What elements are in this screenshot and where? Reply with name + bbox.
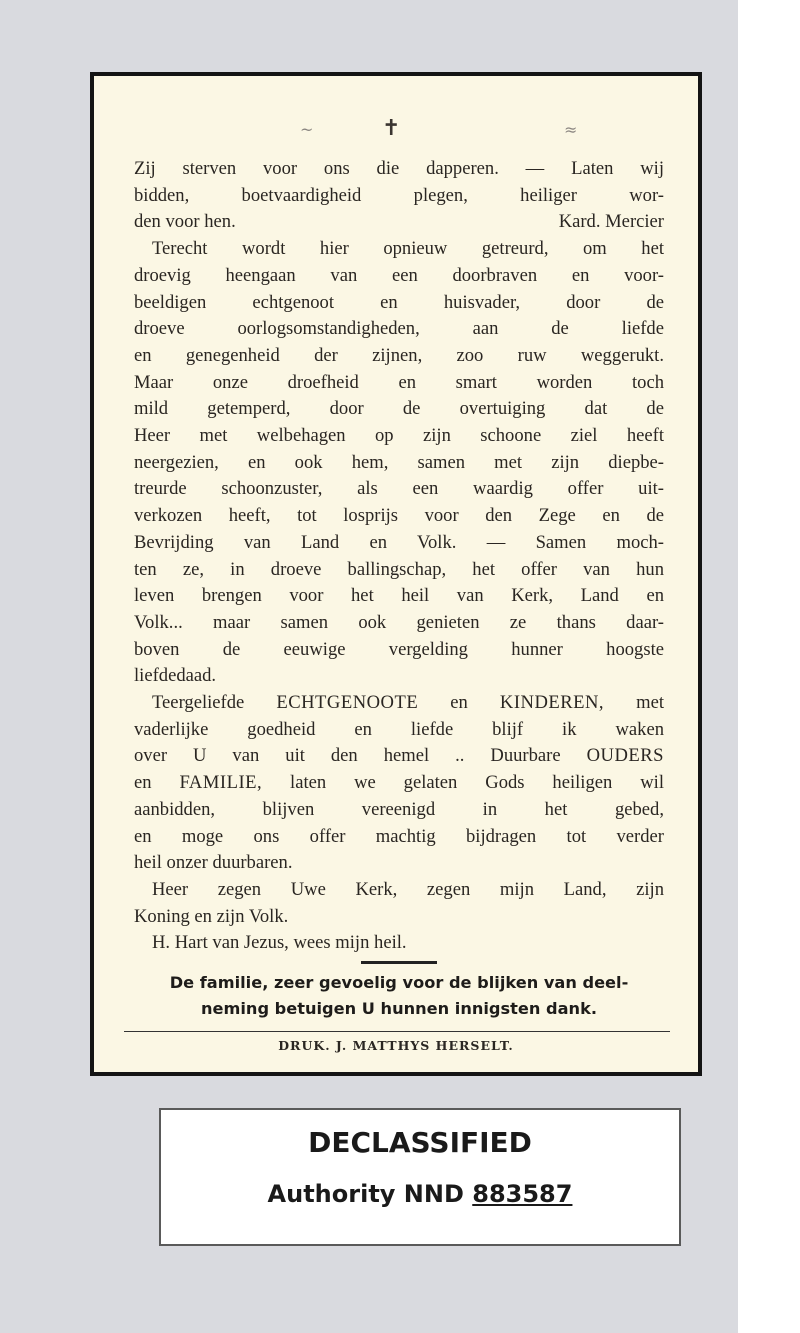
text-fragment: OUDERS bbox=[586, 745, 664, 767]
author-name: Kard. Mercier bbox=[558, 211, 664, 233]
text-line: H. Hart van Jezus, wees mijn heil. bbox=[152, 932, 407, 954]
text-line: mild getemperd, door de overtuiging dat de bbox=[134, 398, 664, 420]
text-line: aanbidden, blijven vereenigd in het gebed, bbox=[134, 798, 664, 820]
ink-smudge: ≈ bbox=[564, 120, 578, 139]
text-line: en moge ons offer machtig bijdragen tot verder bbox=[134, 825, 664, 847]
text-line: Bevrijding van Land en Volk. — Samen moch- bbox=[134, 531, 664, 553]
memorial-card bbox=[90, 72, 702, 1076]
card-text bbox=[134, 116, 664, 1022]
text-line: De familie, zeer gevoelig voor de blijken van deel- bbox=[169, 973, 629, 993]
text-fragment: KINDEREN, bbox=[499, 692, 605, 714]
text-line: neming betuigen U hunnen innigsten dank. bbox=[201, 999, 597, 1019]
text-line bbox=[134, 690, 664, 717]
declassified-stamp bbox=[159, 1108, 681, 1246]
thanks-note bbox=[134, 970, 664, 1022]
text-line: neergezien, en ook hem, samen met zijn diepbe- bbox=[134, 451, 664, 473]
text-line: droeve oorlogsomstandigheden, aan de liefde bbox=[134, 318, 664, 340]
text-line: vaderlijke goedheid en liefde blijf ik waken bbox=[134, 718, 664, 740]
text-line: Heer zegen Uwe Kerk, zegen mijn Land, zijn bbox=[152, 878, 664, 900]
text-fragment: ECHTGENOOTE bbox=[276, 692, 419, 714]
text-line: treurde schoonzuster, als een waardig offer uit- bbox=[134, 478, 664, 500]
text-line: Heer met welbehagen op zijn schoone ziel heeft bbox=[134, 425, 664, 447]
text-line: bidden, boetvaardigheid plegen, heiliger wor- bbox=[134, 184, 664, 206]
authority-number: 883587 bbox=[472, 1180, 573, 1208]
text-line: droevig heengaan van een doorbraven en voor- bbox=[134, 264, 664, 286]
text-fragment: en bbox=[134, 772, 152, 794]
text-line: liefdedaad. bbox=[134, 665, 217, 687]
text-line: heil onzer duurbaren. bbox=[134, 852, 293, 874]
text-fragment: over U van uit den hemel .. Duurbare bbox=[134, 745, 561, 767]
stamp-title: DECLASSIFIED bbox=[308, 1126, 532, 1159]
ink-smudge: ~ bbox=[300, 120, 314, 139]
text-fragment: laten we gelaten Gods heiligen wil bbox=[290, 772, 664, 794]
divider bbox=[124, 1031, 670, 1032]
text-fragment: met bbox=[636, 692, 665, 714]
printer-credit: DRUK. J. MATTHYS HERSELT. bbox=[278, 1038, 514, 1053]
divider bbox=[361, 961, 437, 964]
text-line: en genegenheid der zijnen, zoo ruw weggerukt. bbox=[134, 344, 664, 366]
stamp-authority bbox=[161, 1180, 679, 1208]
text-fragment: en bbox=[450, 692, 468, 714]
cross-icon: ✝ bbox=[382, 116, 401, 141]
text-line: leven brengen voor het heil van Kerk, Land en bbox=[134, 585, 664, 607]
text-fragment: Teergeliefde bbox=[152, 692, 245, 714]
text-line: ten ze, in droeve ballingschap, het offer van hun bbox=[134, 558, 664, 580]
text-line: beeldigen echtgenoot en huisvader, door de bbox=[134, 291, 664, 313]
text-line: den voor hen. bbox=[134, 211, 236, 233]
text-line bbox=[134, 770, 664, 797]
quote-attribution bbox=[134, 209, 664, 236]
text-line: verkozen heeft, tot losprijs voor den Zege en de bbox=[134, 505, 664, 527]
text-line bbox=[134, 743, 664, 770]
text-line: Terecht wordt hier opnieuw getreurd, om het bbox=[152, 238, 664, 260]
text-line: Zij sterven voor ons die dapperen. — Laten wij bbox=[134, 158, 664, 179]
text-line: boven de eeuwige vergelding hunner hoogste bbox=[134, 638, 664, 660]
authority-label: Authority NND bbox=[267, 1180, 464, 1208]
text-fragment: FAMILIE, bbox=[179, 772, 263, 794]
text-line: Maar onze droefheid en smart worden toch bbox=[134, 371, 664, 393]
text-line: Volk... maar samen ook genieten ze thans daar- bbox=[134, 611, 664, 633]
text-line: Koning en zijn Volk. bbox=[134, 905, 289, 927]
